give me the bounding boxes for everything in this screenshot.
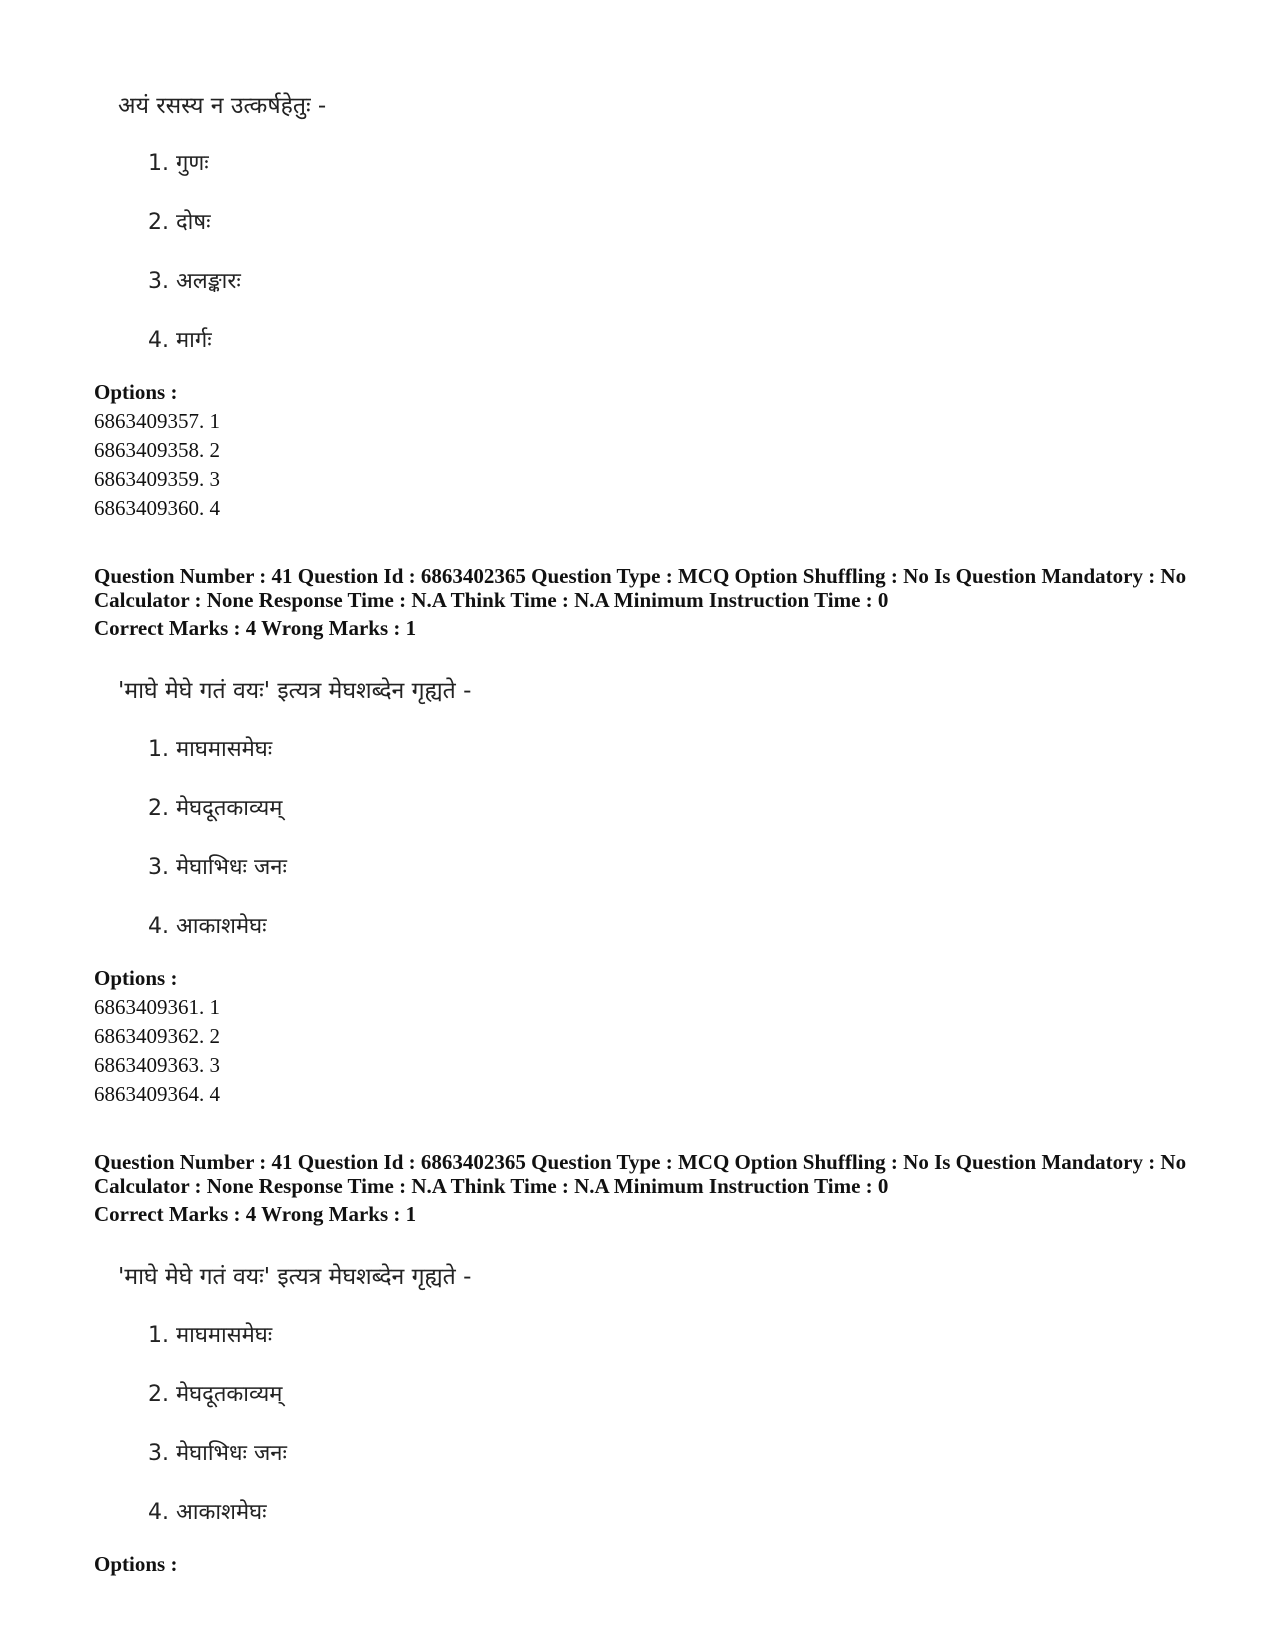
option-line: 6863409359. 3	[94, 467, 220, 491]
choice-item: 3. मेघाभिधः जनः	[148, 1441, 287, 1466]
choice-item: 1. गुणः	[148, 151, 209, 176]
choice-item: 4. आकाशमेघः	[148, 914, 267, 939]
option-line: 6863409361. 1	[94, 995, 220, 1019]
choice-item: 2. मेघदूतकाव्यम्	[148, 1382, 283, 1407]
choice-item: 3. अलङ्कारः	[148, 269, 241, 294]
options-label: Options :	[94, 1552, 178, 1576]
choice-item: 3. मेघाभिधः जनः	[148, 855, 287, 880]
marks-line: Correct Marks : 4 Wrong Marks : 1	[94, 616, 417, 640]
option-line: 6863409360. 4	[94, 496, 220, 520]
option-line: 6863409357. 1	[94, 409, 220, 433]
option-line: 6863409358. 2	[94, 438, 220, 462]
question-meta: Question Number : 41 Question Id : 6863402365 Question Type : MCQ Option Shuffling : No Is Question Mandatory : No Calculator : None Response Time : N.A Think Time : N.A Minimum Instruction Time : 0	[94, 1150, 1187, 1198]
options-label: Options :	[94, 966, 178, 990]
choice-item: 4. आकाशमेघः	[148, 1500, 267, 1525]
options-label: Options :	[94, 380, 178, 404]
choice-item: 1. माघमासमेघः	[148, 1323, 273, 1348]
question-text: अयं रसस्य न उत्कर्षहेतुः -	[118, 93, 327, 119]
option-line: 6863409363. 3	[94, 1053, 220, 1077]
option-line: 6863409364. 4	[94, 1082, 220, 1106]
choice-item: 1. माघमासमेघः	[148, 737, 273, 762]
question-text: 'माघे मेघे गतं वयः' इत्यत्र मेघशब्देन गृह्यते -	[118, 678, 472, 704]
choice-item: 2. दोषः	[148, 210, 211, 235]
option-line: 6863409362. 2	[94, 1024, 220, 1048]
question-meta: Question Number : 41 Question Id : 6863402365 Question Type : MCQ Option Shuffling : No Is Question Mandatory : No Calculator : None Response Time : N.A Think Time : N.A Minimum Instruction Time : 0	[94, 564, 1187, 612]
marks-line: Correct Marks : 4 Wrong Marks : 1	[94, 1202, 417, 1226]
choice-item: 2. मेघदूतकाव्यम्	[148, 796, 283, 821]
choice-item: 4. मार्गः	[148, 328, 212, 353]
question-text: 'माघे मेघे गतं वयः' इत्यत्र मेघशब्देन गृह्यते -	[118, 1264, 472, 1290]
